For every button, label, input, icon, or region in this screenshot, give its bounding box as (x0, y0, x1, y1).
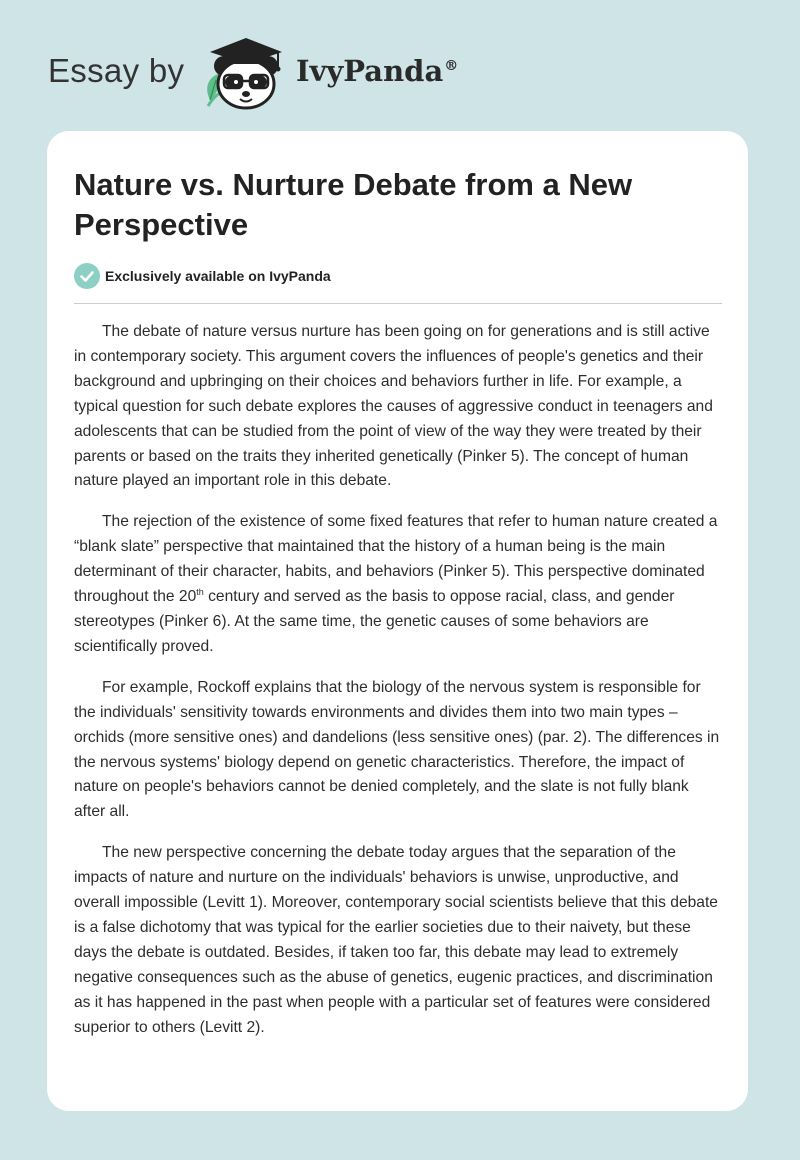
brand-prefix: Essay by (48, 52, 185, 89)
paragraph-3: For example, Rockoff explains that the biology of the nervous system is responsible for the individuals' sensitivity towards environments and divides them into two main types – orchids (more sensitive ones) and dandelions (less sensitive ones) (par. 2). The differences in the nervous systems' biology depend on genetic characteristics. Therefore, the impact of nature on people's behaviors cannot be denied completely, and the slate is not fully blank after all. (74, 678, 720, 821)
site-header (48, 32, 508, 112)
paragraph-1: The debate of nature versus nurture has been going on for generations and is still active in contemporary society. This argument covers the influences of people's genetics and their background and upbringing on their choices and behaviors further in life. For example, a typical question for such debate explores the causes of aggressive conduct in teenagers and adolescents that can be studied from the point of view of the way they were treated by their parents or based on the traits they inherited genetically (Pinker 5). The concept of human nature played an important role in this debate. (74, 323, 713, 490)
paragraph-2-part-b: century and served as the basis to oppose racial, class, and gender stereotypes (Pinker 6). At the same time, the genetic causes of some behaviors are scientifically proved. (74, 588, 675, 655)
registered-mark: ® (444, 58, 459, 75)
brand-name (296, 54, 458, 88)
essay-title: Nature vs. Nurture Debate from a New Perspective (74, 167, 633, 242)
check-circle-icon (74, 263, 100, 289)
brand-name-text: IvyPanda (296, 54, 444, 88)
panda-logo-icon[interactable] (200, 34, 290, 110)
paragraph-2-part-a: The rejection of the existence of some fixed features that refer to human nature created a “blank slate” perspective that maintained that the history of a human being is the main determinant of their character, habits, and behaviors (Pinker 5). This perspective dominated throughout the 20 (74, 513, 718, 606)
paragraph-2 (74, 510, 724, 659)
essay-card (47, 131, 748, 1111)
ordinal-suffix: th (196, 586, 204, 597)
essay-body (74, 320, 724, 1056)
exclusive-badge-text: Exclusively available on IvyPanda (105, 268, 331, 284)
title-divider (74, 303, 722, 304)
paragraph-4: The new perspective concerning the debate today argues that the separation of the impacts of nature and nurture on the individuals' behaviors is unwise, unproductive, and overall impossible (Levitt 1). Moreover, contemporary social scientists believe that this debate is a false dichotomy that was typical for the earlier societies due to their naivety, but these days the debate is outdated. Besides, if taken too far, this debate may lead to extremely negative consequences such as the abuse of genetics, eugenic practices, and discrimination as it has happened in the past when people with a particular set of features were considered superior to others (Levitt 2). (74, 844, 718, 1036)
exclusive-badge (74, 263, 331, 289)
